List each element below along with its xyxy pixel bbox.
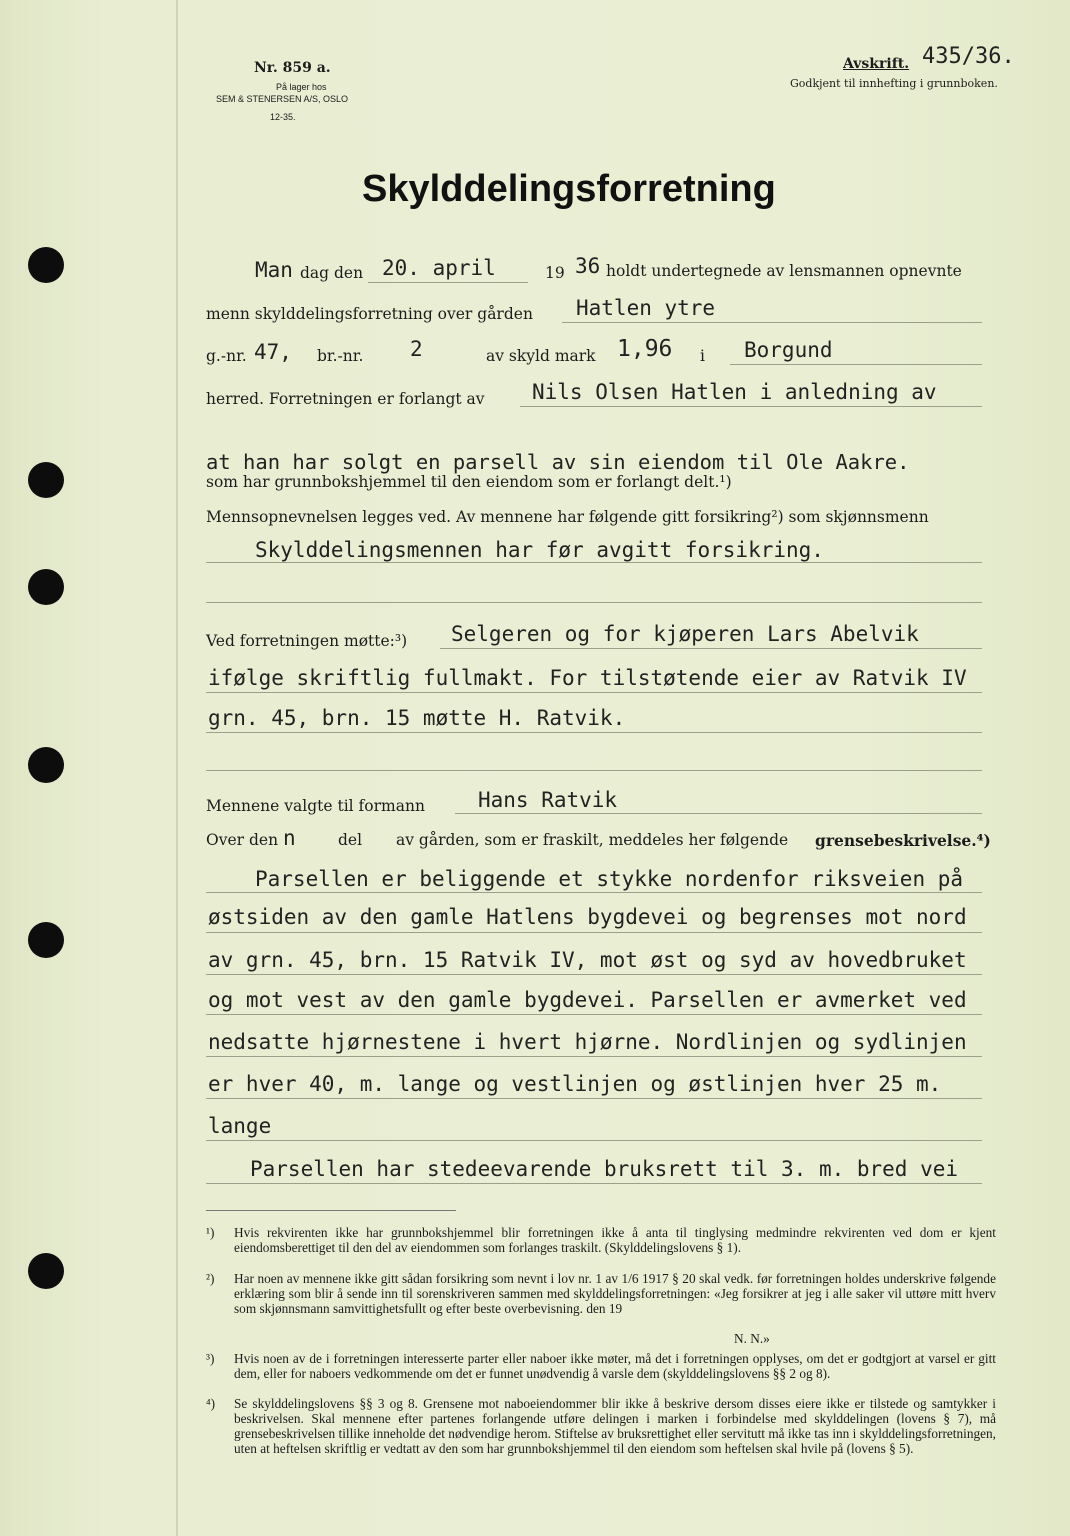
signature-placeholder: N. N.» <box>734 1331 770 1346</box>
publisher-line1: På lager hos <box>276 82 327 92</box>
skyld-value: 1,96 <box>617 336 673 362</box>
publisher-line2: SEM & STENERSEN A/S, OSLO <box>216 94 349 104</box>
description-line: Parsellen er beliggende et stykke nordenfor riksveien på <box>255 867 964 891</box>
description-line: lange <box>208 1114 272 1138</box>
description-rule <box>206 1183 982 1184</box>
motte-line2: ifølge skriftlig fullmakt. For tilstøtende eier av Ratvik IV <box>208 666 967 690</box>
motte-rule1 <box>440 648 982 649</box>
description-rule <box>206 1014 982 1015</box>
description-rule <box>206 974 982 975</box>
municipality-rule <box>730 364 982 365</box>
farm-intro: menn skylddelingsforretning over gården <box>206 305 533 323</box>
formann-label: Mennene valgte til formann <box>206 797 425 815</box>
bnr-value: 2 <box>410 337 423 361</box>
footnote-text: Se skylddelingslovens §§ 3 og 8. Grensene mot naboeiendommer blir ikke å beskrive dersom disses eiere ikke er tilstede og samtykker i beskrivelsen. Skal mennene efter partenes forlangende utføre delingen i marken i forbindelse med skylddelingen (lovens § 7), må grensebeskrivelsen tillike inneholde det nødvendige herom. Stiftelse av bruksrettighet eller servitutt må ikke tas inn i skylddelingsforretningen, uten at heftelsen skriftlig er vedtatt av den som har grunnbokshjemmel til den eiendom som heftelsen skal hvile på (lovens § 5). <box>234 1396 996 1456</box>
farm-rule <box>562 322 982 323</box>
binder-hole <box>28 247 64 283</box>
description-line: Parsellen har stedeevarende bruksrett til 3. m. bred vei <box>250 1157 959 1181</box>
blank-rule <box>206 602 982 603</box>
footnote-text: Hvis noen av de i forretningen interesserte parter eller naboer ikke møter, må det i forretningen opplyses, om det er godtgjort at varsel er gitt dem, eller for naboers vedkommende om det er funnet unødvendig å varsle dem (skylddelingslovens §§ 2 og 8). <box>234 1351 996 1381</box>
description-line: og mot vest av den gamle bygdevei. Parsellen er avmerket ved <box>208 988 967 1012</box>
description-rule <box>206 1140 982 1141</box>
year-suffix: 36 <box>575 254 601 278</box>
footnote-number: ⁴) <box>206 1396 216 1411</box>
grense-bold: grensebeskrivelse.⁴) <box>815 831 991 850</box>
requester-line: Nils Olsen Hatlen i anledning av <box>532 380 937 404</box>
footnote-number: ¹) <box>206 1225 215 1240</box>
motte-line1: Selgeren og for kjøperen Lars Abelvik <box>451 622 919 646</box>
motte-label: Ved forretningen møtte:³) <box>206 632 408 650</box>
footnote <box>206 1225 996 1255</box>
description-line: østsiden av den gamle Hatlens bygdevei og begrenses mot nord <box>208 905 967 929</box>
over-den-typed: n <box>283 826 296 850</box>
avskrift-label: Avskrift. <box>843 56 910 72</box>
description-rule <box>206 1098 982 1099</box>
description-line: er hver 40, m. lange og vestlinjen og østlinjen hver 25 m. <box>208 1072 942 1096</box>
binder-hole <box>28 747 64 783</box>
year-prefix: 19 <box>545 264 565 282</box>
gnr-label: g.-nr. <box>206 347 247 365</box>
page-title: Skylddelingsforretning <box>362 168 776 210</box>
footnote-number: ³) <box>206 1351 215 1366</box>
hjemmel-text: som har grunnbokshjemmel til den eiendom som er forlangt delt.¹) <box>206 473 732 491</box>
herred-text: herred. Forretningen er forlangt av <box>206 390 485 408</box>
i-label: i <box>700 347 705 365</box>
formann-value: Hans Ratvik <box>478 788 618 812</box>
footnote-number: ²) <box>206 1271 215 1286</box>
approval-note: Godkjent til innhefting i grunnboken. <box>790 77 998 90</box>
footnote-separator <box>206 1210 456 1211</box>
binder-hole <box>28 569 64 605</box>
requester-rule <box>520 406 982 407</box>
forsikring-line: Skylddelingsmennen har før avgitt forsikring. <box>255 538 824 562</box>
footnote <box>206 1396 996 1456</box>
gnr-value: 47, <box>254 340 292 364</box>
skyld-label: av skyld mark <box>486 347 596 365</box>
description-line: av grn. 45, brn. 15 Ratvik IV, mot øst og syd av hovedbruket <box>208 948 967 972</box>
bnr-label: br.-nr. <box>317 347 364 365</box>
over-den-label: Over den <box>206 831 279 849</box>
binder-hole <box>28 1253 64 1289</box>
description-rule <box>206 1056 982 1057</box>
grense-text: av gården, som er fraskilt, meddeles her følgende <box>396 831 789 849</box>
document-number: 435/36. <box>922 44 1015 69</box>
publisher-date: 12-35. <box>270 112 296 122</box>
farm-name: Hatlen ytre <box>576 296 716 320</box>
footnote-text: Hvis rekvirenten ikke har grunnbokshjemmel blir forretningen ikke å anta til tinglysing medmindre rekvirenten ved dom er kjent eiendomsberettiget til den del av eiendommen som forlanges traskilt. (Skylddelingslovens § 1). <box>234 1225 996 1255</box>
motte-rule4 <box>206 770 982 771</box>
margin-line <box>176 0 178 1536</box>
reason-line: at han har solgt en parsell av sin eiendom til Ole Aakre. <box>206 450 910 474</box>
motte-rule2 <box>206 692 982 693</box>
formann-rule <box>455 813 982 814</box>
del-label: del <box>338 831 363 849</box>
forsikring-rule <box>206 562 982 563</box>
description-rule <box>206 932 982 933</box>
description-line: nedsatte hjørnestene i hvert hjørne. Nordlinjen og sydlinjen <box>208 1030 967 1054</box>
form-number: Nr. 859 a. <box>254 60 331 76</box>
motte-rule3 <box>206 732 982 733</box>
day-prefix: Man <box>255 258 293 282</box>
footnote <box>206 1271 996 1316</box>
mennsopp-text: Mennsopnevnelsen legges ved. Av mennene har følgende gitt forsikring²) som skjønnsmenn <box>206 508 929 526</box>
municipality: Borgund <box>744 338 833 362</box>
binder-hole <box>28 922 64 958</box>
date-rule <box>368 282 528 283</box>
day-suffix: dag den <box>300 264 364 282</box>
footnote <box>206 1351 996 1381</box>
footnote-text: Har noen av mennene ikke gitt sådan forsikring som nevnt i lov nr. 1 av 1/6 1917 § 20 skal vedk. før forretningen holdes underskrive følgende erklæring som blir å sende inn til sorenskriveren sammen med skylddelingsforretningen: «Jeg forsikrer at jeg i alle saker vil uttøre mitt hverv som skjønnsmann samvittighetsfullt og efter beste overbevisning. den 19 <box>234 1271 996 1316</box>
description-rule <box>206 892 982 893</box>
binder-hole <box>28 462 64 498</box>
date-value: 20. april <box>382 256 496 280</box>
intro-text: holdt undertegnede av lensmannen opnevnte <box>606 262 962 280</box>
motte-line3: grn. 45, brn. 15 møtte H. Ratvik. <box>208 706 626 730</box>
